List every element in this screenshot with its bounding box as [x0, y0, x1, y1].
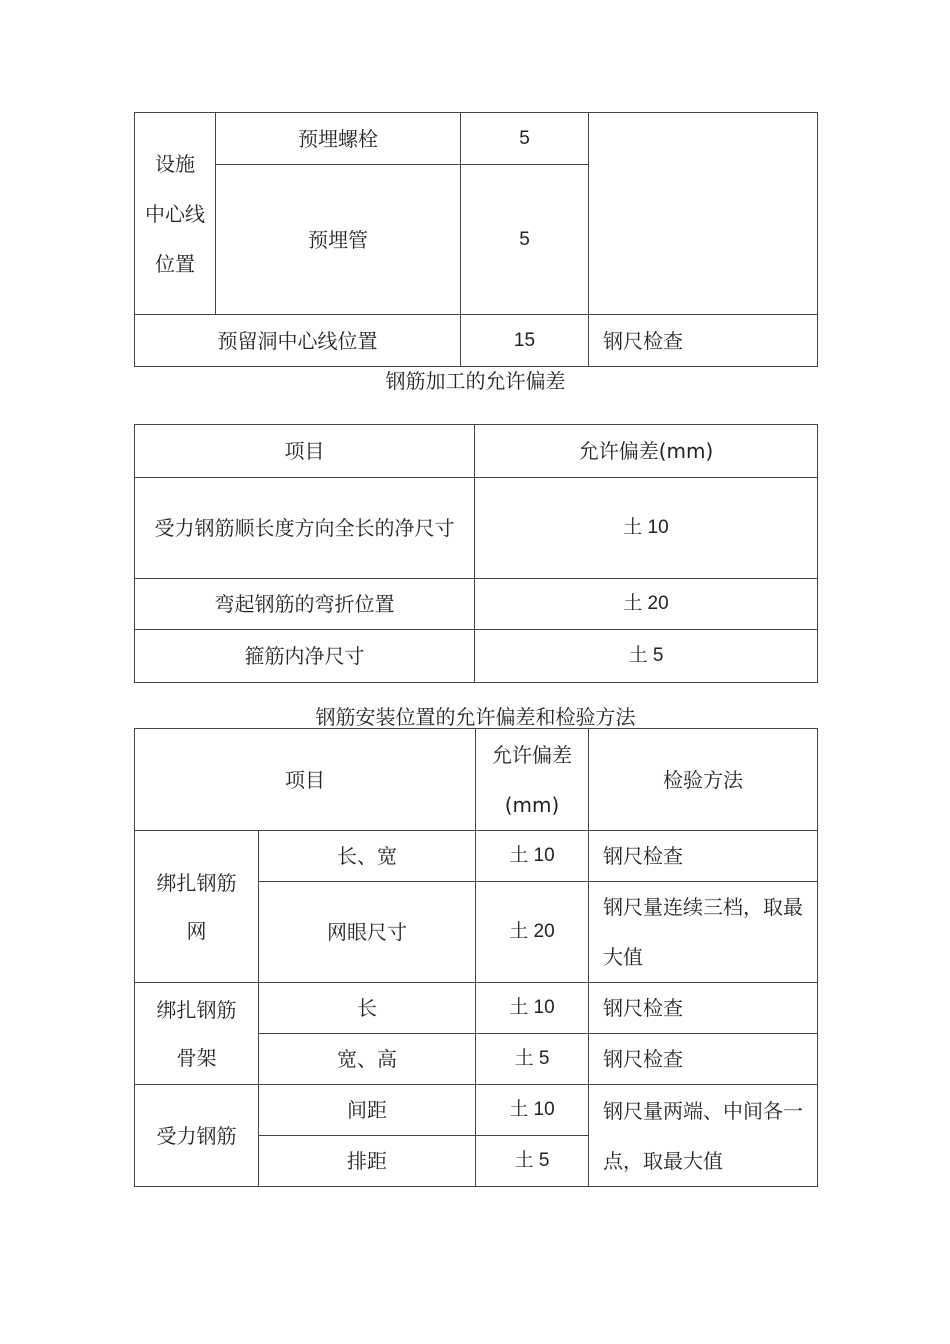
- value-cell: 5: [461, 165, 589, 315]
- value-cell: 土 10: [475, 478, 818, 579]
- item-cell: 宽、高: [259, 1034, 476, 1085]
- table-rebar-installation: [134, 728, 818, 1187]
- value-cell: 土 5: [476, 1034, 589, 1085]
- header-tolerance: 允许偏差 (mm): [476, 729, 589, 831]
- item-cell: 长、宽: [259, 831, 476, 882]
- value-cell: 土 5: [475, 630, 818, 683]
- value-cell: 土 10: [476, 983, 589, 1034]
- method-cell: 钢尺检查: [589, 983, 818, 1034]
- table-rebar-processing: [134, 424, 818, 683]
- item-cell: 预埋螺栓: [216, 113, 461, 165]
- item-cell: 长: [259, 983, 476, 1034]
- item-cell: 弯起钢筋的弯折位置: [135, 579, 475, 630]
- caption-rebar-installation: 钢筋安装位置的允许偏差和检验方法: [315, 705, 636, 729]
- method-cell: 钢尺检查: [589, 315, 818, 367]
- item-cell: 箍筋内净尺寸: [135, 630, 475, 683]
- header-item: 项目: [135, 729, 476, 831]
- caption-rebar-processing: 钢筋加工的允许偏差: [385, 369, 566, 393]
- value-cell: 土 20: [475, 579, 818, 630]
- group-cell: 绑扎钢筋网: [135, 831, 259, 983]
- method-cell: 钢尺检查: [589, 831, 818, 882]
- method-cell: [589, 113, 818, 315]
- item-cell: 预埋管: [216, 165, 461, 315]
- group-cell: 设施 中心线 位置: [135, 113, 216, 315]
- header-item: 项目: [135, 425, 475, 478]
- value-cell: 土 5: [476, 1136, 589, 1187]
- item-cell: 网眼尺寸: [259, 882, 476, 983]
- item-cell: 排距: [259, 1136, 476, 1187]
- item-cell: 间距: [259, 1085, 476, 1136]
- value-cell: 5: [461, 113, 589, 165]
- item-cell: 预留洞中心线位置: [135, 315, 461, 367]
- table-embedded-items: [134, 112, 818, 367]
- value-cell: 土 10: [476, 831, 589, 882]
- value-cell: 土 10: [476, 1085, 589, 1136]
- value-cell: 土 20: [476, 882, 589, 983]
- method-cell: 钢尺检查: [589, 1034, 818, 1085]
- method-cell: 钢尺量连续三档，取最大值: [589, 882, 818, 983]
- header-tolerance: 允许偏差(mm): [475, 425, 818, 478]
- value-cell: 15: [461, 315, 589, 367]
- header-method: 检验方法: [589, 729, 818, 831]
- group-cell: 绑扎钢筋骨架: [135, 983, 259, 1085]
- method-cell: 钢尺量两端、中间各一点，取最大值: [589, 1085, 818, 1187]
- item-cell: 受力钢筋顺长度方向全长的净尺寸: [135, 478, 475, 579]
- group-cell: 受力钢筋: [135, 1085, 259, 1187]
